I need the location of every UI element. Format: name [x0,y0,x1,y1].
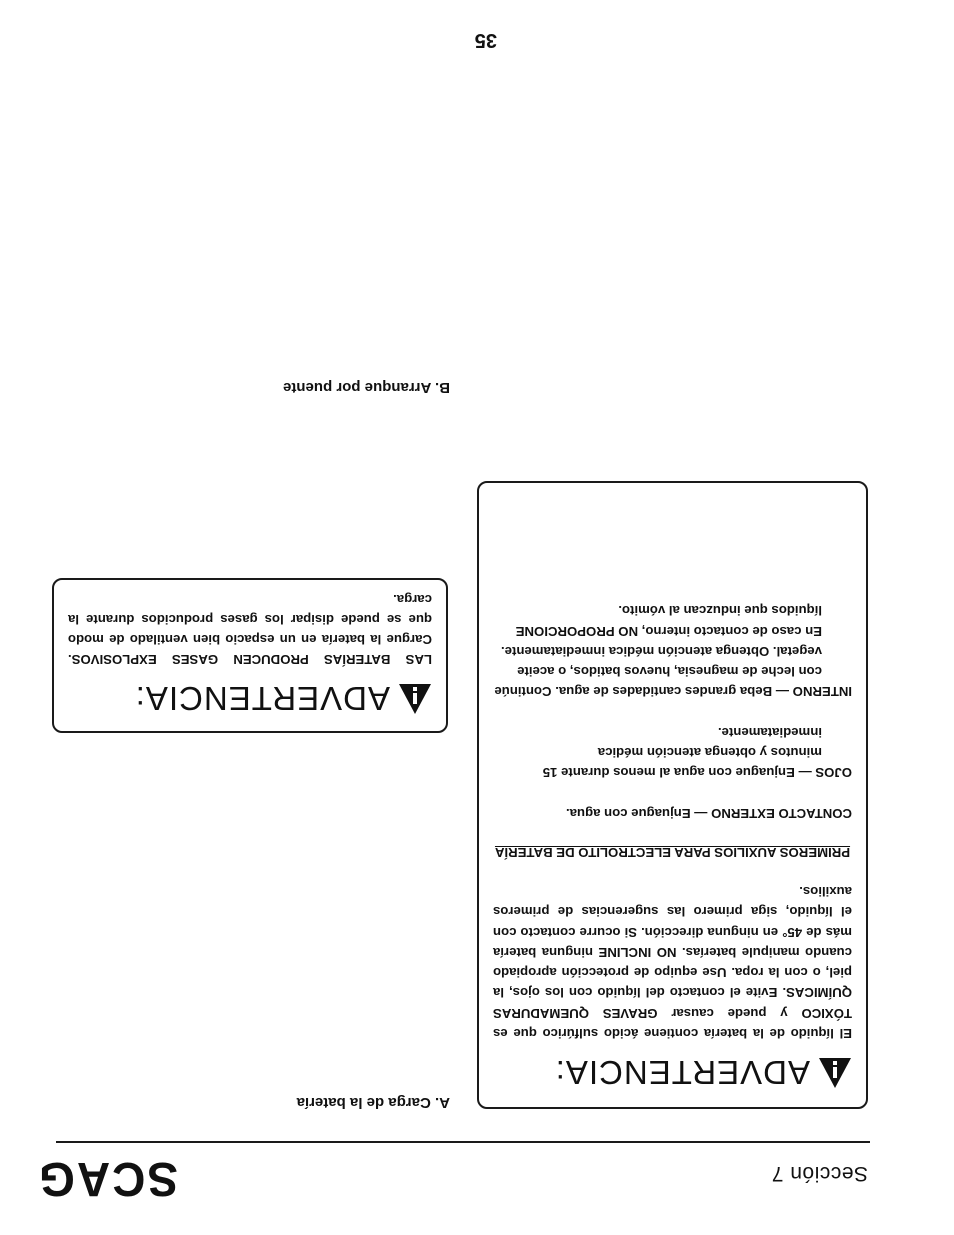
warning-box-explosive-gas [52,578,448,733]
warning-intro-text: El líquido de la batería contiene ácido sulfúrico que es TÓXICO y puede causar GRAVES QUEMADURAS QUÍMICAS. Evite el contacto del líquido con los ojos, la piel, o con la ropa. Use equipo de protección apropiado cuando manipule baterías. NO INCLINE ninguna batería más de 45° en ninguna dirección. Si ocurre contacto con el líquido, siga primero las sugerencias de primeros auxilios. [493,883,852,1041]
first-aid-item-eyes: OJOS — Enjuague con agua al menos durante 15 minutos y obtenga atención médica inmediatamente. [542,724,852,781]
first-aid-title: PRIMEROS AUXILIOS PARA ELECTROLITO DE BATERÍA [494,844,851,860]
warning-signal-word: ADVERTENCIA: [134,680,390,718]
scag-logo: SCAG [37,1152,178,1208]
first-aid-item-internal: INTERNO — Beba grandes cantidades de agua. Continúe con leche de magnesia, huevos batidos, o aceite vegetal. Obtenga atención médica inmediatamente. En caso de contacto interno, NO PROPORCIONE líquidos que induzcan al vómito. [494,603,852,700]
warning-signal-word: ADVERTENCIA: [554,1054,810,1092]
subsection-a-title: A. Carga de la batería [296,1094,450,1111]
warning-box-battery-acid [477,481,868,1109]
warning-explosive-text: LAS BATERÍAS PRODUCEN GASES EXPLOSIVOS. Cargue la batería en un espacio bien ventilado de modo que se puede disipar los gases producidos durante la carga. [68,592,432,667]
header-divider [56,1141,870,1143]
section-label: Sección 7 [771,1162,868,1185]
warning-triangle-icon [398,682,432,716]
warning-header [493,1051,852,1095]
subsection-b-title: B. Arranque por puente [283,379,450,396]
warning-triangle-icon [818,1056,852,1090]
first-aid-item-external: CONTACTO EXTERNO — Enjuague con agua. [566,805,852,821]
page-number: 35 [474,29,497,51]
warning-header [68,677,432,721]
